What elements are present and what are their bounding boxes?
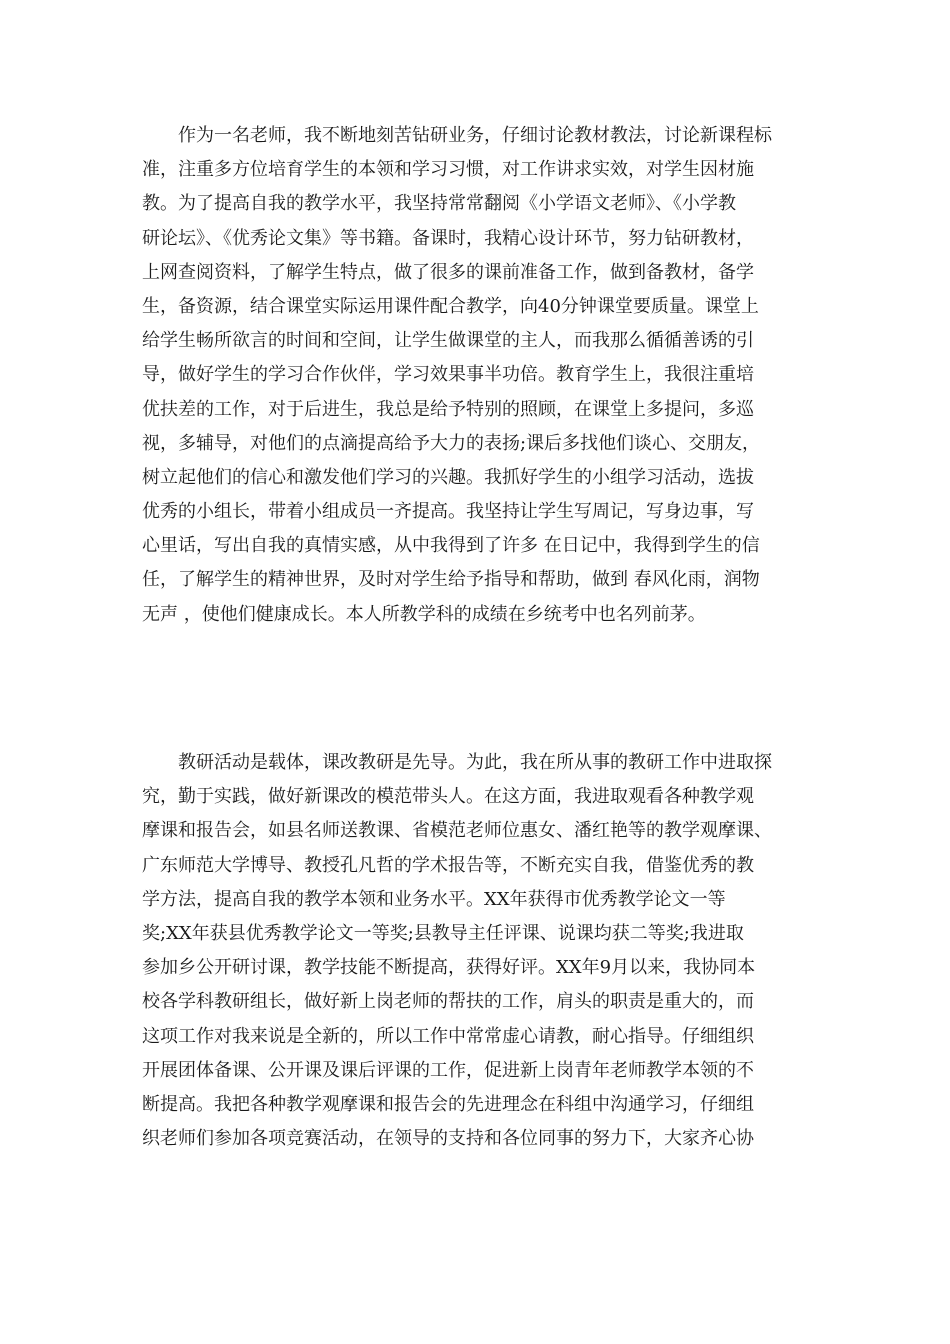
- text-line: 研论坛》、《优秀论文集》等书籍。备课时，我精心设计环节，努力钻研教材，: [142, 227, 754, 249]
- text-line: 参加乡公开研讨课，教学技能不断提高，获得好评。XX年9月以来，我协同本: [142, 957, 756, 979]
- text-line: 生，备资源，结合课堂实际运用课件配合教学，向40分钟课堂要质量。课堂上: [142, 295, 759, 317]
- text-line: 优扶差的工作，对于后进生，我总是给予特别的照顾，在课堂上多提问，多巡: [142, 398, 754, 420]
- text-line: 任，了解学生的精神世界，及时对学生给予指导和帮助，做到 春风化雨，润物: [142, 569, 760, 591]
- text-line: 校各学科教研组长，做好新上岗老师的帮扶的工作，肩头的职责是重大的，而: [142, 991, 754, 1013]
- text-line: 心里话，写出自我的真情实感，从中我得到了许多 在日记中，我得到学生的信: [142, 535, 760, 557]
- text-line: 织老师们参加各项竞赛活动，在领导的支持和各位同事的努力下，大家齐心协: [142, 1128, 754, 1150]
- text-line: 优秀的小组长，带着小组成员一齐提高。我坚持让学生写周记，写身边事，写: [142, 501, 754, 523]
- paragraph-research-work: [142, 746, 822, 1156]
- text-line: 教研活动是载体，课改教研是先导。为此，我在所从事的教研工作中进取探: [142, 752, 772, 773]
- text-line: 开展团体备课、公开课及课后评课的工作，促进新上岗青年老师教学本领的不: [142, 1059, 754, 1081]
- text-line: 给学生畅所欲言的时间和空间，让学生做课堂的主人，而我那么循循善诱的引: [142, 330, 754, 352]
- text-line: 导，做好学生的学习合作伙伴，学习效果事半功倍。教育学生上，我很注重培: [142, 364, 754, 386]
- text-line: 广东师范大学博导、教授孔凡哲的学术报告等，不断充实自我，借鉴优秀的教: [142, 854, 754, 876]
- text-line: 究，勤于实践，做好新课改的模范带头人。在这方面，我进取观看各种教学观: [142, 786, 754, 808]
- text-line: 断提高。我把各种教学观摩课和报告会的先进理念在科组中沟通学习，仔细组: [142, 1093, 754, 1115]
- text-line: 树立起他们的信心和激发他们学习的兴趣。我抓好学生的小组学习活动，选拔: [142, 466, 754, 488]
- text-line: 作为一名老师，我不断地刻苦钻研业务，仔细讨论教材教法，讨论新课程标: [142, 125, 772, 146]
- paragraph-teaching-work: [142, 119, 822, 632]
- text-line: 准，注重多方位培育学生的本领和学习习惯，对工作讲求实效，对学生因材施: [142, 159, 754, 181]
- text-line: 摩课和报告会，如县名师送教课、省模范老师位惠女、潘红艳等的教学观摩课、: [142, 820, 772, 842]
- text-line: 教。为了提高自我的教学水平，我坚持常常翻阅《小学语文老师》、《小学教: [142, 193, 736, 215]
- text-line: 奖;XX年获县优秀教学论文一等奖;县教导主任评课、说课均获二等奖;我进取: [142, 922, 744, 944]
- text-line: 视，多辅导，对他们的点滴提高给予大力的表扬;课后多找他们谈心、交朋友，: [142, 432, 761, 454]
- text-line: 无声 ，使他们健康成长。本人所教学科的成绩在乡统考中也名列前茅。: [142, 603, 706, 625]
- text-line: 这项工作对我来说是全新的，所以工作中常常虚心请教，耐心指导。仔细组织: [142, 1025, 754, 1047]
- text-line: 上网查阅资料，了解学生特点，做了很多的课前准备工作，做到备教材，备学: [142, 261, 754, 283]
- text-line: 学方法，提高自我的教学本领和业务水平。XX年获得市优秀教学论文一等: [142, 888, 726, 910]
